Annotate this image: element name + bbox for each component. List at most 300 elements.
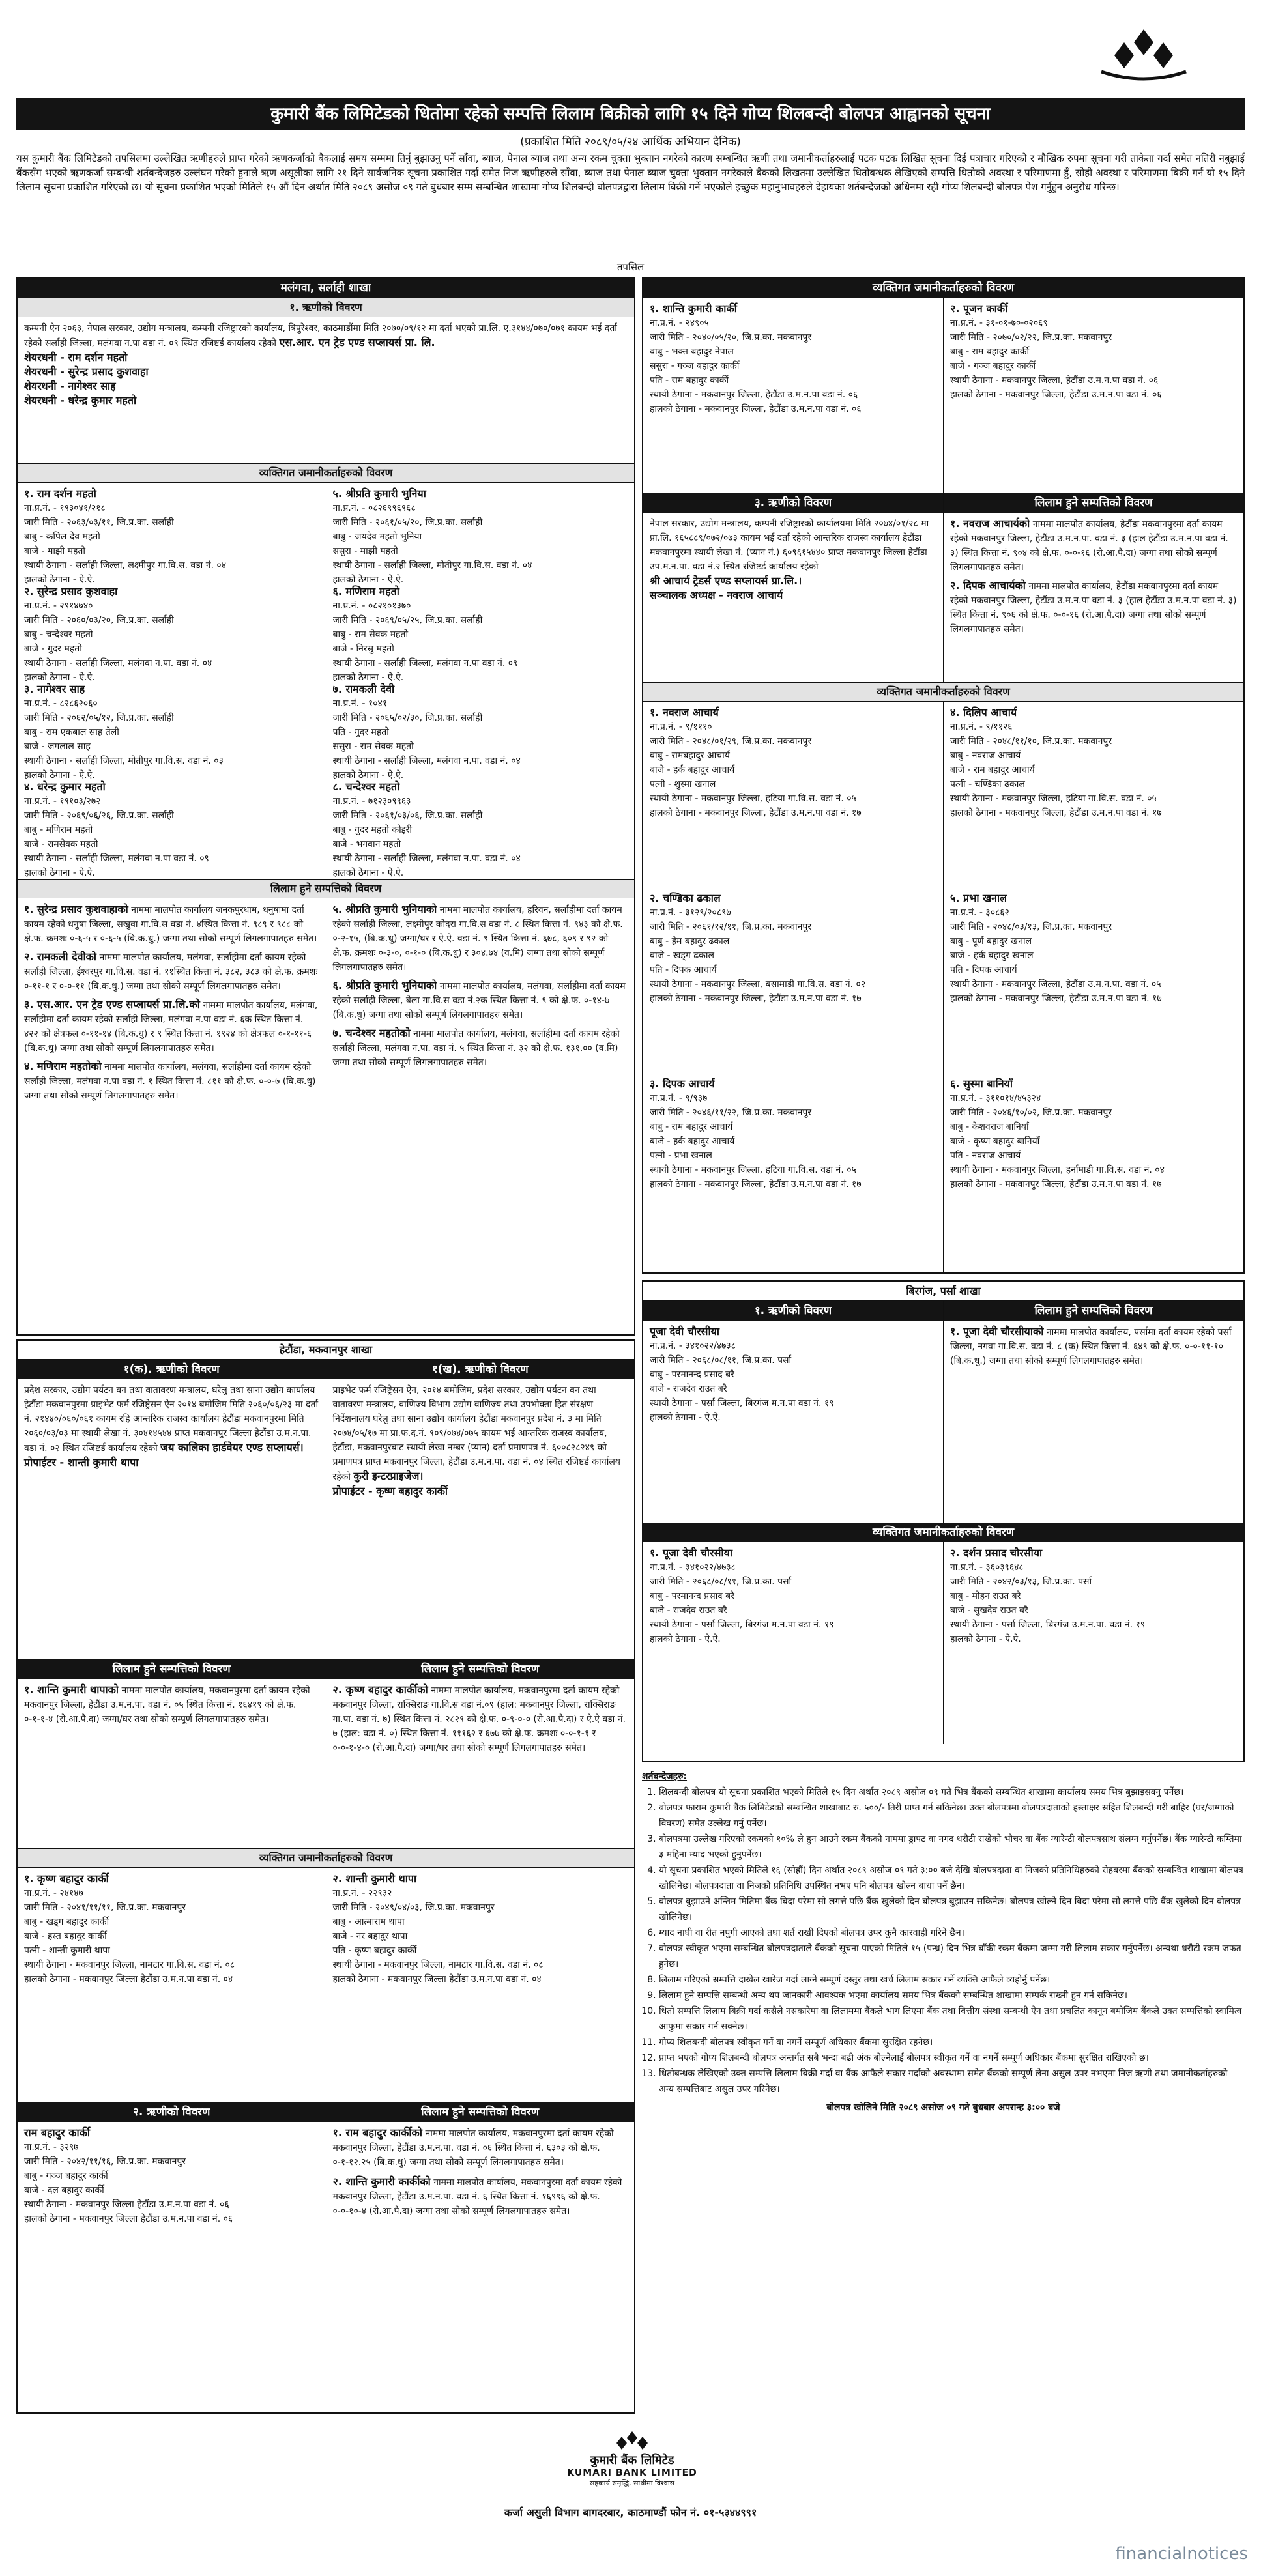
borrower-headers-row: [18, 1360, 634, 1379]
malangwa-branch-section: [16, 277, 635, 1336]
property-owner: ४. मणिराम महतोको: [24, 1060, 102, 1072]
guarantor-detail: स्थायी ठेगाना - मकवानपुर जिल्ला, हेटौंडा उ.म.न.पा. वडा नं. ०५: [950, 979, 1161, 990]
borrower-firm-name: जय कालिका हार्डवेयर एण्ड सप्लायर्स।: [160, 1441, 304, 1453]
property-item: [333, 1026, 628, 1070]
guarantor-detail: स्थायी ठेगाना - सर्लाही जिल्ला, मलंगवा न.पा वडा नं. ०९: [332, 658, 518, 668]
guarantor-block: [24, 780, 319, 878]
term-item: 8. लिलाम गरिएको सम्पत्ति दाखेल खारेज गर्दा लाग्ने सम्पूर्ण दस्तुर तथा खर्च लिलाम सकार गर्ने व्यक्ति आफैले व्यहोर्नु पर्नेछ।: [659, 1972, 1245, 1988]
property-header: लिलाम हुने सम्पत्तिको विवरण: [18, 879, 634, 898]
guarantor-detail: स्थायी ठेगाना - मकवानपुर जिल्ला, हेटौंडा उ.म.न.पा वडा नं. ०६: [950, 375, 1159, 386]
guarantor-detail: जारी मिति - २०६२/०५/१२, जि.प्र.का. सर्लाही: [24, 713, 174, 723]
borrower-detail: स्थायी ठेगाना - पर्सा जिल्ला, बिरगंज म.न.पा वडा नं. १९: [650, 1398, 834, 1409]
guarantor-detail: बाजे - भगवान महतो: [332, 839, 401, 850]
guarantor-detail: बाजे - सुखदेव राउत बरै: [950, 1605, 1028, 1616]
guarantor-detail: जारी मिति - २०४१/११/११, जि.प्र.का. मकवानपुर: [24, 1902, 186, 1913]
guarantor-detail: बाबु - राम बहादुर कार्की: [950, 347, 1030, 357]
term-item: 13. धितोबन्धक लेखिएको उक्त सम्पत्ति लिलाम बिक्री गर्दा वा बैंक आफैले सकार गर्दाको अवस्थामा समेत बैंकको सम्पूर्ण लेना असुल उपर नभएमा निज ऋणी तथा जमानीकर्ताहरुको अन्य सम्पत्तिबाट असुल उपर गरिनेछ।: [659, 2066, 1245, 2097]
guarantor-detail: बाजे - माझी महतो: [24, 546, 86, 556]
borrower-detail: बाबु - गञ्ज बहादुर कार्की: [24, 2171, 108, 2181]
borrower4-headers-row: [643, 1301, 1243, 1321]
bank-tagline: सहकार्य समृद्धि, साथीमा विश्वास: [589, 2479, 675, 2487]
guarantor-detail: बाबु - जयदेव महतो भुनिया: [332, 532, 422, 542]
borrower-detail: बाबु - परमानन्द प्रसाद बरै: [650, 1369, 734, 1380]
guarantor-detail: स्थायी ठेगाना - सर्लाही जिल्ला, मलंगवा न.पा. वडा नं. ०४: [24, 658, 212, 668]
guarantor-detail: बाजे - हर्क बहादुर आचार्य: [650, 765, 735, 775]
property-owner: ३. एस.आर. एन ट्रेड एण्ड सप्लायर्स प्रा.लि.को: [24, 998, 200, 1010]
property-text: नाममा मालपोत कार्यालय, पर्सामा दर्ता कायम रहेको पर्सा जिल्ला, नगवा गा.वि.स. वडा नं. ८ (क) स्थित कित्ता नं. ६४९ को क्षे.फ. ०-०-११-१० (बि.क.धु.) जग्गा तथा सोको सम्पूर्ण लिगलगापातहरु समेत।: [950, 1327, 1232, 1366]
guarantor-detail: हालको ठेगाना - ऐ.ऐ.: [332, 575, 404, 584]
property-text: नाममा मालपोत कार्यालय, मलंगवा, सर्लाहीमा दर्ता कायम रहेको सर्लाही जिल्ला, ईश्वरपुर गा.वि.स. वडा नं. ११स्थित कित्ता नं. ३८२, ३८३ को क्षे.फ. क्रमशः ०-११-१ र ०-०-११ (बि.क.धु.) जग्गा तथा सोको सम्पूर्ण लिगलगापातहरु समेत।: [24, 952, 318, 992]
property-owner: २. रामकली देवीको: [24, 951, 97, 963]
property-right: [943, 513, 1243, 682]
guarantor-block: [643, 1542, 943, 1744]
borrower-name: राम बहादुर कार्की: [24, 2126, 91, 2139]
property-item: [333, 2175, 628, 2218]
borrower-4: [643, 1321, 943, 1523]
guarantor-name: ५. श्रीप्रति कुमारी भुनिया: [332, 487, 426, 500]
guarantor-detail: बाबु - परमानन्द प्रसाद बरै: [650, 1591, 734, 1601]
guarantor-detail: ना.प्र.नं. - ३०८६२: [950, 908, 1009, 918]
guarantor-block: [333, 780, 628, 878]
borrower-firm-name: कुरी इन्टरप्राइजेज।: [353, 1470, 424, 1482]
guarantors-col-b: [943, 702, 1243, 1274]
guarantor-detail: हालको ठेगाना - ऐ.ऐ.: [332, 672, 404, 682]
guarantor-detail: जारी मिति - २०४०/०५/२०, जि.प्र.का. मकवानपुर: [650, 332, 812, 343]
bank-name-english: KUMARI BANK LIMITED: [567, 2468, 697, 2478]
guarantor-detail: हालको ठेगाना - मकवानपुर जिल्ला, हेटौंडा उ.म.न.पा वडा नं. १७: [950, 994, 1162, 1004]
guarantor-grid-bot: [643, 1542, 1243, 1744]
guarantor-name: २. दर्शन प्रसाद चौरसीया: [950, 1547, 1043, 1559]
property-4: [943, 1321, 1243, 1523]
guarantor-detail: हालको ठेगाना - मकवानपुर जिल्ला, हेटौंडा उ.म.न.पा वडा नं. १७: [950, 1179, 1162, 1190]
guarantor-block: [24, 487, 319, 584]
publication-date: (प्रकाशित मिति २०८९/०५/२४ आर्थिक अभियान दैनिक): [520, 136, 741, 149]
guarantor-detail: ना.प्र.नं. - ३१२९/२०८९७: [650, 908, 731, 918]
guarantor-name: ८. चन्देश्वर महतो: [332, 780, 400, 793]
branch-header: बिरगंज, पर्सा शाखा: [643, 1281, 1243, 1301]
guarantor-detail: पत्नी - शुस्मा खनाल: [650, 779, 716, 790]
guarantor-name: ४. धरेन्द्र कुमार महतो: [24, 780, 106, 793]
guarantor-block: [24, 584, 319, 682]
guarantor-name: १. शान्ति कुमारी कार्की: [650, 302, 737, 315]
guarantor-detail: स्थायी ठेगाना - सर्लाही जिल्ला, मलंगवा न.पा. वडा नं. ०४: [332, 756, 521, 766]
guarantor-detail: बाजे - निरसु महतो: [332, 644, 394, 654]
guarantor-detail: स्थायी ठेगाना - पर्सा जिल्ला, बिरगंज उ.म.न.पा. वडा नं. १९: [950, 1620, 1146, 1630]
guarantor-name: ३. दिपक आचार्य: [650, 1078, 715, 1090]
borrower3-headers-row: [643, 493, 1243, 513]
property-owner: १. शान्ति कुमारी थापाको: [24, 1683, 119, 1696]
term-item: 12. प्राप्त भएको गोप्य शिलबन्दी बोलपत्र अन्तर्गत सबै भन्दा बढी अंक बोल्नेलाई बोलपत्र स्वीकृत गर्ने वा नगर्ने सम्पूर्ण अधिकार बैंकमा सुरक्षित राखिएको छ।: [659, 2050, 1245, 2066]
guarantor-detail: बाबु - खड्ग बहादुर कार्की: [24, 1917, 109, 1927]
guarantor-block: [650, 1077, 936, 1263]
borrower-text: प्राइभेट फर्म रजिष्ट्रेसन ऐन, २०१४ बमोजिम, प्रदेश सरकार, उद्योग पर्यटन वन तथा वातावरण मन्त्रालय, वाणिज्य विभाग उद्योग वाणिज्य तथा उपभोक्ता हित संरक्षण निर्देशनालय घरेलु तथा साना उद्योग कार्यालय हेटौंडा मकवानपुर प्रदेश नं. ३ मा मिति २०७४/०५/१७ मा प्रा.फ.द.नं. ९०९/०७४/०७५ कायम भई आन्तरिक राजस्व कार्यालय, हेटौंडा, मकवानपुरबाट स्थायी लेखा नम्बर (प्यान) दर्ता प्रमाणपत्र नं. ६००८२८२४९ को प्रमाणपत्र प्राप्त मकवानपुर जिल्ला, हेटौंडा उ.म.न.पा. वडा नं. ०४ स्थित रजिष्टर्ड कार्यालय रहेको: [332, 1385, 620, 1482]
property-text: नाममा मालपोत कार्यालय, मकवानपुरमा दर्ता कायम रहेको मकवानपुर जिल्ला, हेटौंडा उ.म.न.पा. वडा नं. ०६ स्थित कित्ता नं. ६३०३ को क्षे.फ. ०-१-१२.२५ (बि.क.धु) जग्गा तथा सोको सम्पूर्ण लिगलगापातहरु समेत।: [332, 2128, 614, 2168]
property-owner: १. राम बहादुर कार्कीको: [332, 2126, 422, 2139]
bank-name-nepali: कुमारी बैंक लिमिटेड: [590, 2454, 674, 2467]
term-item: 4. यो सूचना प्रकाशित भएको मितिले १६ (सोह्रौं) दिन अर्थात २०८९ असोज ०९ गते ३:०० बजे देखि बोलपत्रदाता वा निजको प्रतिनिधिहरुको रोहबरमा बैंकको सम्बन्धित शाखामा बोलपत्र खोलिनेछ। बोलपत्रदाता वा निजको प्रतिनिधि उपस्थित नभए पनि बोलपत्र खोल्न बाधा पर्ने छैन।: [659, 1863, 1245, 1894]
borrower2-headers-row: [18, 2102, 634, 2122]
borrower3-grid: [643, 513, 1243, 682]
borrower-1b-header: १(ख). ऋणीको विवरण: [326, 1360, 635, 1379]
guarantor-detail: हालको ठेगाना - मकवानपुर जिल्ला, हेटौंडा उ.म.न.पा वडा नं. १७: [650, 1179, 862, 1190]
guarantor-block: [333, 584, 628, 682]
property-item: [24, 902, 319, 946]
guarantor-detail: जारी मिति - २०७०/०२/२२, जि.प्र.का. मकवानपुर: [950, 332, 1112, 343]
guarantor-detail: स्थायी ठेगाना - सर्लाही जिल्ला, लक्ष्मीपुर गा.वि.स. वडा नं. ०४: [24, 560, 226, 571]
guarantor-detail: हालको ठेगाना - ऐ.ऐ.: [24, 868, 95, 878]
bank-logo: [554, 2430, 710, 2495]
term-item: 10. धितो सम्पत्ति लिलाम बिक्री गर्दा कसैले नसकारेमा वा लिलाममा बैंकले भाग लिएमा बैंक तथा वित्तीय संस्था सम्बन्धी ऐन तथा प्रचलित कानून बमोजिम बैंकले उक्त सम्पत्तिको स्वामित्व आफुमा सकार गर्न सक्नेछ।: [659, 2003, 1245, 2035]
guarantor-detail: बाजे - राम बहादुर आचार्य: [950, 765, 1035, 775]
guarantor-detail: हालको ठेगाना - मकवानपुर जिल्ला, हेटौंडा उ.म.न.पा वडा नं. १७: [650, 808, 862, 818]
kumari-diamond-icon: [613, 2430, 652, 2450]
guarantor-detail: हालको ठेगाना - ऐ.ऐ.: [24, 770, 95, 780]
guarantor-detail: बाजे - नर बहादुर थापा: [332, 1931, 408, 1941]
terms-title: शर्तबन्देजहरु:: [642, 1771, 688, 1782]
guarantor-grid-mid: [643, 702, 1243, 1274]
guarantor-detail: जारी मिति - २०६३/०३/११, जि.प्र.का. सर्लाही: [24, 517, 174, 528]
guarantor-name: ७. रामकली देवी: [332, 683, 395, 695]
guarantor-detail: बाजे - जगलाल साह: [24, 741, 91, 752]
guarantor-detail: पति - कृष्ण बहादुर कार्की: [332, 1945, 417, 1956]
guarantor-detail: स्थायी ठेगाना - सर्लाही जिल्ला, मलंगवा न.पा. वडा नं. ०४: [332, 853, 521, 864]
borrower-2: [18, 2122, 326, 2396]
property-text: नाममा मालपोत कार्यालय, हेटौंडा मकवानपुरमा दर्ता कायम रहेको मकवानपुर जिल्ला, हेटौंडा उ.म.न.पा वडा नं. ३ (हाल हेटौंडा उ.म.न.पा वडा नं. ३) स्थित कित्ता नं. ९०६ को क्षे.फ. ०-०-१६ (रो.आ.पै.दा) जग्गा तथा सोको सम्पूर्ण लिगलगापातहरु समेत।: [950, 581, 1237, 635]
guarantor-header: व्यक्तिगत जमानीकर्ताहरुको विवरण: [643, 278, 1243, 298]
intro-paragraph: यस कुमारी बैंक लिमिटेडको तपसिलमा उल्लेखित ऋणीहरुले प्राप्त गरेको ऋणकर्जाको बैकलाई समय सम्ममा तिर्नु बुझाउनु पर्ने साँवा, ब्याज, पेनाल ब्याज तथा अन्य रकम चुक्ता भुक्तान नगरेको कारण सम्बन्धित ऋणी तथा जमानीकर्ताहरुलाई पटक पटक लिखित सूचना दिई पत्राचार गरिएको र मौखिक रुपमा सूचना गरी ताकेता गर्दा समेत नतिरी नबुझाई बैंकसँग भएको ऋणकर्जा सम्बन्धी शर्तबन्देजहरु उल्लंघन गरेको हुनाले ऋण असूलीका लागि २१ दिने सार्वजनिक सूचना प्रकाशित गर्दा समेत निज ऋणीहरुले साँवा, ब्याज तथा पेनाल ब्याज चुक्ता भुक्तान नगरेकाले बैकको लिखतमा उल्लेखित धितोबन्धक लेखिएको सम्पत्ति धितोको अवस्था र परिमाणमा हुँ, सोही अवस्था र परिमाणमा बिक्री गर्न यो १५ दिने लिलाम सूचना प्रकाशित गरिएको छ। यो सूचना प्रकाशित भएको मितिले १५ औं दिन अर्थात मिति २०८९ असोज ०९ गते बुधबार सम्म सम्बन्धित शाखामा गोप्य शिलबन्दी बोलपत्रद्वारा लिलाम बिक्री गर्ने भएकोले इच्छुक महानुभावहरुले देहायका शर्तबन्देजको अधिनमा रही गोप्य शिलबन्दी बोलपत्र पेश गर्नुहुन अनुरोध गरिन्छ।: [16, 152, 1245, 193]
guarantor-name: ४. दिलिप आचार्य: [950, 706, 1017, 719]
property-owner: २. कृष्ण बहादुर कार्कीको: [332, 1683, 428, 1696]
company-name: एस.आर. एन ट्रेड एण्ड सप्लायर्स प्रा. लि.: [279, 336, 435, 349]
guarantor-detail: ना.प्र.नं. - २९१४७४०: [24, 601, 93, 611]
guarantor-grid-2: [18, 1868, 634, 2102]
property-text: नाममा मालपोत कार्यालय, हरिवन, सर्लाहीमा दर्ता कायम रहेको सर्लाही जिल्ला, लक्ष्मीपुर कोदरा गा.वि.स वडा नं. ८ स्थित कित्ता नं. ९४३ को क्षे.फ. ०-२-१५, (बि.क.धु) जग्गा/घर र ऐ.ऐ. वडा नं. ९ स्थित कित्ता नं. ६७८, ६०९ र ९२ को क्षे.फ. क्रमशः ०-३-०, ०-१-० (बि.क.धु) र ३०४.७४ (व.मि) जग्गा तथा सोको सम्पूर्ण लिगलगापातहरु समेत।: [332, 905, 623, 973]
guarantor-detail: हालको ठेगाना - ऐ.ऐ.: [950, 1634, 1021, 1644]
shareholder-2: शेयरधनी - सुरेन्द्र प्रसाद कुशवाहा: [24, 365, 149, 378]
property-item: [24, 997, 319, 1055]
guarantor-detail: ना.प्र.नं. - २४९०५: [650, 318, 709, 328]
guarantor-detail: हालको ठेगाना - मकवानपुर जिल्ला, हेटौंडा उ.म.न.पा वडा नं. १७: [650, 994, 862, 1004]
guarantor-detail: स्थायी ठेगाना - मकवानपुर जिल्ला, नामटार गा.वि.स. वडा नं. ०८: [332, 1960, 544, 1970]
borrower-detail: जारी मिति - २०६८/०८/११, जि.प्र.का. पर्सा: [650, 1355, 792, 1366]
guarantor-detail: जारी मिति - २०४८/०१/२९, जि.प्र.का. मकवानपुर: [650, 736, 812, 747]
borrower-2-header: २. ऋणीको विवरण: [18, 2102, 326, 2122]
guarantor-detail: जारी मिति - २०४६/१०/०२, जि.प्र.का. मकवानपुर: [950, 1108, 1112, 1118]
borrower-detail: स्थायी ठेगाना - मकवानपुर जिल्ला हेटौंडा उ.म.न.पा वडा नं. ०६: [24, 2199, 229, 2210]
guarantor-detail: पत्नी - शान्ती कुमारी थापा: [24, 1945, 110, 1956]
guarantor-detail: ना.प्र.नं. - ०८२६९९६९६८: [332, 503, 416, 513]
property-item: [326, 1679, 635, 1848]
borrower-name: पूजा देवी चौरसीया: [650, 1325, 720, 1338]
guarantor-detail: बाबु - आत्माराम थापा: [332, 1917, 405, 1927]
guarantor-detail: बाबु - हेम बहादुर ढकाल: [650, 936, 730, 947]
guarantor-detail: बाबु - राम बहादुर आचार्य: [650, 1122, 733, 1132]
guarantor-header: व्यक्तिगत जमानीकर्ताहरुको विवरण: [643, 682, 1243, 702]
borrower-company-name: श्री आचार्य ट्रेडर्स एण्ड सप्लायर्स प्रा.लि.।: [650, 575, 802, 587]
property-item: [333, 902, 628, 975]
guarantor-detail: बाबु - गुदर महतो कोइरी: [332, 825, 413, 835]
shareholder-1: शेयरधनी - राम दर्शन महतो: [24, 351, 128, 364]
guarantor-detail: बाजे - रामसेवक महतो: [24, 839, 98, 850]
bid-opening-deadline: बोलपत्र खोलिने मिति २०८९ असोज ०९ गते बुधबार अपरान्ह ३:०० बजे: [826, 2102, 1060, 2113]
property-owner: १. पूजा देवी चौरसीयाको: [950, 1325, 1044, 1338]
branch-header: हेटौंडा, मकवानपुर शाखा: [18, 1340, 634, 1360]
borrower-detail: हालको ठेगाना - ऐ.ऐ.: [650, 1412, 721, 1423]
guarantor-block: [333, 487, 628, 584]
guarantor-detail: हालको ठेगाना - मकवानपुर जिल्ला, हेटौंडा उ.म.न.पा वडा नं. ०६: [950, 390, 1162, 400]
guarantor-name: १. पूजा देवी चौरसीया: [650, 1547, 732, 1559]
guarantor-detail: बाबु - मणिराम महतो: [24, 825, 93, 835]
borrower4-grid: [643, 1321, 1243, 1523]
borrower-1a: [18, 1379, 326, 1659]
guarantor-detail: बाबु - राम एकबाल साह तेली: [24, 727, 119, 737]
guarantor-detail: बाजे - हर्क बहादुर खनाल: [950, 951, 1034, 961]
guarantor-detail: ना.प्र.नं. - ३६०३९६४८: [950, 1562, 1024, 1573]
guarantor-detail: पति - नवराज आचार्य: [950, 1151, 1021, 1161]
guarantor-detail: स्थायी ठेगाना - मकवानपुर जिल्ला, नामटार गा.वि.स. वडा नं. ०८: [24, 1960, 235, 1970]
guarantor-detail: जारी मिति - २०६०/०३/२०, जि.प्र.का. सर्लाही: [24, 615, 174, 625]
property-item: [18, 1679, 326, 1848]
notice-title: कुमारी बैंक लिमिटेडको धितोमा रहेको सम्पत्ति लिलाम बिक्रीको लागि १५ दिने गोप्य शिलबन्दी बोलपत्र आह्वानको सूचना: [16, 98, 1245, 130]
guarantor-header: व्यक्तिगत जमानीकर्ताहरुको विवरण: [18, 463, 634, 483]
guarantors-col-a: [643, 702, 943, 1274]
property-owner: ७. चन्देश्वर महतोको: [332, 1027, 411, 1039]
borrower-chairman: सञ्चालक अध्यक्ष - नवराज आचार्य: [650, 589, 783, 601]
guarantor-name: २. शान्ती कुमारी थापा: [332, 1872, 417, 1885]
property-header: लिलाम हुने सम्पत्तिको विवरण: [18, 1659, 326, 1679]
guarantor-block: [650, 891, 936, 1077]
guarantor-detail: बाबु - चन्देश्वर महतो: [24, 629, 93, 640]
property-4-header: लिलाम हुने सम्पत्तिको विवरण: [943, 1301, 1243, 1321]
term-item: 1. शिलबन्दी बोलपत्र यो सूचना प्रकाशित भएको मितिले १५ दिन अर्थात २०८९ असोज ०९ गते भित्र बैंकको सम्बन्धित शाखामा कार्यालय समय भित्र बुझाइसक्नु पर्नेछ।: [659, 1784, 1245, 1800]
guarantor-detail: पति - दिपक आचार्य: [950, 965, 1017, 975]
guarantor-name: ६. मणिराम महतो: [332, 585, 399, 597]
guarantor-name: २. पूजन कार्की: [950, 302, 1008, 315]
company-description: [18, 317, 634, 463]
guarantor-detail: स्थायी ठेगाना - मकवानपुर जिल्ला, हटिया गा.वि.स. वडा नं. ०५: [650, 1165, 856, 1175]
guarantor-detail: हालको ठेगाना - ऐ.ऐ.: [24, 672, 95, 682]
property-text: नाममा मालपोत कार्यालय, मलंगवा, सर्लाहीमा दर्ता कायम रहेको सर्लाही जिल्ला, बेला गा.वि.स वडा नं.२क स्थित कित्ता नं. ९ को क्षे.फ. ०-१४-७ (बि.क.धु) जग्गा तथा सोको सम्पूर्ण लिगलगापातहरु समेत।: [332, 981, 626, 1020]
guarantor-detail: ना.प्र.नं. - ९/११२६: [950, 722, 1013, 732]
property-text: नाममा मालपोत कार्यालय, मलंगवा, सर्लाहीमा दर्ता कायम रहेको सर्लाही जिल्ला, मलंगवा न.पा. वडा नं. ५ स्थित कित्ता नं. ३२ को क्षे.फ. १३१.०० (व.मि) जग्गा तथा सोको सम्पूर्ण लिगलगापातहरु समेत।: [332, 1029, 620, 1068]
borrower-1a-header: १(क). ऋणीको विवरण: [18, 1360, 326, 1379]
term-item: 9. लिलाम हुने सम्पत्ति सम्बन्धी अन्य थप जानकारी आवश्यक भएमा कार्यालय समय भित्र बैंकको सम्बन्धित शाखामा सम्पर्क राख्नी हुन गर्न सकिनेछ।: [659, 1988, 1245, 2003]
guarantor-detail: स्थायी ठेगाना - मकवानपुर जिल्ला, हर्नामाडी गा.वि.स. वडा नं. ०४: [950, 1165, 1165, 1175]
guarantor-name: २. चण्डिका ढकाल: [650, 892, 721, 904]
borrower-proprietor: प्रोपाईटर - कृष्ण बहादुर कार्की: [332, 1485, 448, 1497]
guarantor-name: १. राम दर्शन महतो: [24, 487, 96, 500]
property-owner: १. नवराज आचार्यको: [950, 517, 1030, 530]
property-text: नाममा मालपोत कार्यालय, मलंगवा, सर्लाहीमा दर्ता कायम रहेको सर्लाही जिल्ला, मलंगवा न.पा वडा नं. १ स्थित कित्ता नं. ८११ को क्षे.फ. ०-०-७ (बि.क.धु) जग्गा तथा सोको सम्पूर्ण लिगलगापातहरु समेत।: [24, 1062, 316, 1101]
property-item: [950, 579, 1237, 637]
guarantor-grid-top: [643, 298, 1243, 493]
guarantor-detail: हालको ठेगाना - ऐ.ऐ.: [332, 868, 404, 878]
property-text: नाममा मालपोत कार्यालय, मकवानपुरमा दर्ता कायम रहेको मकवानपुर जिल्ला, राक्सिराङ गा.वि.स वडा नं.०९ (हाल: मकवानपुर जिल्ला, राक्सिराङ गा.पा. वडा नं. ७) स्थित कित्ता नं. २८२९ को क्षे.फ. ०-९-०-० (रो.आ.पै.दा) र ऐ.ऐ वडा नं. ७ (हाल: वडा नं. ०) स्थित कित्ता नं. १११६२ र ६७७ को क्षे.फ. क्रमशः ०-०-१-१ र ०-०-१-४-० (रो.आ.पै.दा) जग्गा/घर तथा सोको सम्पूर्ण लिगलगापातहरु समेत।: [332, 1685, 626, 1753]
guarantor-detail: ना.प्र.नं. - ८२८६२०६०: [24, 698, 98, 709]
property-item: [950, 517, 1237, 575]
guarantor-detail: बाजे - राजदेव राउत बरै: [650, 1605, 727, 1616]
guarantor-block: [650, 706, 936, 891]
property-item: [333, 2126, 628, 2169]
guarantor-name: २. सुरेन्द्र प्रसाद कुशवाहा: [24, 585, 118, 597]
term-item: 11. गोप्य शिलबन्दी बोलपत्र स्वीकृत गर्ने वा नगर्ने सम्पूर्ण अधिकार बैंकमा सुरक्षित रहनेछ।: [659, 2035, 1245, 2050]
shareholder-3: शेयरधनी - नागेश्वर साह: [24, 380, 116, 392]
guarantor-detail: ना.प्र.नं. - १०४१: [332, 698, 388, 709]
guarantor-detail: स्थायी ठेगाना - सर्लाही जिल्ला, मोतीपुर गा.वि.स. वडा नं. ०४: [332, 560, 532, 571]
tapasil-label: तपसिल: [616, 261, 645, 273]
guarantor-detail: ससुरा - राम सेवक महतो: [332, 741, 414, 752]
property-3-header: लिलाम हुने सम्पत्तिको विवरण: [326, 2102, 635, 2122]
watermark: financialnotices: [1115, 2544, 1248, 2564]
guarantor-detail: बाबु - मोहन राउत बरै: [950, 1591, 1021, 1601]
borrower-detail: ना.प्र.नं. - ३४१०२२/४७३८: [650, 1341, 736, 1351]
borrower-detail: जारी मिति - २०४२/११/१६, जि.प्र.का. मकवानपुर: [24, 2156, 186, 2167]
birgunj-branch-section: [642, 1280, 1245, 1762]
guarantor-detail: जारी मिति - २०६५/०२/३०, जि.प्र.का. सर्लाही: [332, 713, 483, 723]
guarantor-detail: जारी मिति - २०४८/०३/१३, जि.प्र.का. मकवानपुर: [950, 922, 1112, 932]
guarantor-detail: जारी मिति - २०६९/०६/२६, जि.प्र.का. सर्लाही: [24, 810, 174, 821]
guarantor-header: व्यक्तिगत जमानीकर्ताहरुको विवरण: [18, 1848, 634, 1868]
guarantor-detail: ना.प्र.नं. - १९१०३/२७२: [24, 796, 101, 807]
guarantor-detail: जारी मिति - २०४९/०४/०३, जि.प्र.का. मकवानपुर: [332, 1902, 495, 1913]
guarantor-detail: जारी मिति - २०४८/११/१०, जि.प्र.का. मकवानपुर: [950, 736, 1112, 747]
term-item: 6. म्याद नाघी वा रीत नपुगी आएको तथा शर्त राखी दिएको बोलपत्र उपर कुनै कारवाही गरिने छैन।: [659, 1925, 1245, 1941]
guarantor-detail: हालको ठेगाना - मकवानपुर जिल्ला, हेटौंडा उ.म.न.पा वडा नं. ०६: [650, 404, 862, 414]
hetauda-branch-section: [16, 1339, 635, 2414]
property-owner: ५. श्रीप्रति कुमारी भुनियाको: [332, 903, 437, 915]
property-item: [24, 950, 319, 994]
property-item: [333, 979, 628, 1022]
guarantor-block: [950, 891, 1237, 1077]
guarantor-detail: पति - राम बहादुर कार्की: [650, 375, 729, 386]
guarantor-name: ६. सुस्मा बानियाँ: [950, 1078, 1013, 1090]
guarantor-detail: बाजे - हर्क बहादुर आचार्य: [650, 1136, 735, 1147]
guarantor-detail: स्थायी ठेगाना - मकवानपुर जिल्ला, हटिया गा.वि.स. वडा नं. ०५: [650, 794, 856, 804]
guarantor-detail: हालको ठेगाना - मकवानपुर जिल्ला, हेटौंडा उ.म.न.पा वडा नं. १७: [950, 808, 1162, 818]
guarantor-detail: जारी मिति - २०६१/०३/०६, जि.प्र.का. सर्लाही: [332, 810, 483, 821]
property-item: [24, 1059, 319, 1103]
branch-header: मलंगवा, सर्लाही शाखा: [18, 278, 634, 298]
terms-section: [642, 1769, 1245, 2248]
guarantor-detail: जारी मिति - २०६९/०५/२५, जि.प्र.का. सर्लाही: [332, 615, 483, 625]
guarantor-detail: बाबु - नवराज आचार्य: [950, 751, 1021, 761]
guarantor-detail: हालको ठेगाना - ऐ.ऐ.: [332, 770, 404, 780]
property-3: [326, 2122, 635, 2396]
guarantor-detail: स्थायी ठेगाना - मकवानपुर जिल्ला, हेटौंडा उ.म.न.पा वडा नं. ०६: [650, 390, 858, 400]
borrower-4-header: १. ऋणीको विवरण: [643, 1301, 943, 1321]
guarantor-detail: बाजे - हस्त बहादुर कार्की: [24, 1931, 107, 1941]
guarantor-detail: ना.प्र.नं. - ७१२३०९९६३: [332, 796, 411, 807]
property-grid: [18, 898, 634, 1325]
property-header: लिलाम हुने सम्पत्तिको विवरण: [326, 1659, 635, 1679]
guarantor-detail: पत्नी - चण्डिका ढकाल: [950, 779, 1025, 790]
guarantor-block: [333, 682, 628, 780]
borrower-1b: [326, 1379, 635, 1659]
property-text: नाममा मालपोत कार्यालय, मकवानपुरमा दर्ता कायम रहेको मकवानपुर जिल्ला, हेटौंडा उ.म.न.पा. वडा नं. ०५ स्थित कित्ता नं. १६४१९ को क्षे.फ. ०-१-१-४ (रो.आ.पै.दा) जग्गा/घर तथा सोको सम्पूर्ण लिगलगापातहरु समेत।: [24, 1685, 310, 1724]
property-text: नाममा मालपोत कार्यालय, मकवानपुरमा दर्ता कायम रहेको मकवानपुर जिल्ला, हेटौंडा उ.म.न.पा. वडा नं. ६ स्थित कित्ता नं. १६९९६ को क्षे.फ. ०-०-१०-४ (रो.आ.पै.दा) जग्गा तथा सोको सम्पूर्ण लिगलगापातहरु समेत।: [332, 2177, 622, 2216]
term-item: 7. बोलपत्र स्वीकृत भएमा सम्बन्धित बोलपत्रदाताले बैंकको सूचना पाएको मितिले १५ (पन्ध्र) दिन भित्र बाँकी रकम बैंकमा जम्मा गरी लिलाम सकार गर्नुपर्नेछ। अन्यथा धरौटी रकम जफत हुनेछ।: [659, 1941, 1245, 1972]
guarantor-detail: हालको ठेगाना - मकवानपुर जिल्ला हेटौंडा उ.म.न.पा वडा नं. ०४: [332, 1974, 542, 1984]
guarantor-block: [18, 1868, 326, 2102]
guarantor-detail: हालको ठेगाना - मकवानपुर जिल्ला हेटौंडा उ.म.न.पा वडा नं. ०४: [24, 1974, 233, 1984]
borrower-text: नेपाल सरकार, उद्योग मन्त्रालय, कम्पनी रजिष्ट्रारको कार्यालयमा मिति २०७४/०१/२८ मा प्रा.लि. १६५८८९/०७२/०७३ कायम भई दर्ता रहेको आन्तरिक राजस्व कार्यालय हेटौंडा मकवानपुरमा स्थायी लेखा नं. (प्यान नं.) ६०९६१५४४० प्राप्त मकवानपुर जिल्ला हेटौंडा उप.म.न.पा. वडा नं.२ स्थित रजिष्टर्ड कार्यालय रहेको: [650, 519, 929, 572]
kumari-diamond-logo-icon: [1098, 26, 1189, 85]
borrower-detail: हालको ठेगाना - मकवानपुर जिल्ला हेटौंडा उ.म.न.पा वडा नं. ०६: [24, 2214, 233, 2224]
guarantor-detail: ना.प्र.नं. - १९३०४१/२१८: [24, 503, 106, 513]
property-owner: २. दिपक आचार्यको: [950, 579, 1026, 592]
borrower-header: १. ऋणीको विवरण: [18, 298, 634, 317]
guarantor-header: व्यक्तिगत जमानीकर्ताहरुको विवरण: [643, 1523, 1243, 1542]
guarantor-detail: जारी मिति - २०४२/०३/१३, जि.प्र.का. पर्सा: [950, 1577, 1092, 1587]
guarantor-name: ३. नागेश्वर साह: [24, 683, 85, 695]
guarantor-grid: [18, 483, 634, 879]
guarantor-detail: ना.प्र.नं. - ०८२१०१३७०: [332, 601, 411, 611]
borrower-3-header: ३. ऋणीको विवरण: [643, 493, 943, 513]
borrower-proprietor: प्रोपाईटर - शान्ती कुमारी थापा: [24, 1456, 139, 1468]
guarantor-block: [643, 298, 943, 493]
footer-address: कर्जा असुली विभाग बागदरबार, काठमाण्डौं फोन नं. ०१-५३४४९९१: [504, 2506, 757, 2519]
property-col-b: [326, 898, 635, 1325]
guarantor-detail: बाबु - पूर्ण बहादुर खनाल: [950, 936, 1032, 947]
company-text: कम्पनी ऐन २०६३, नेपाल सरकार, उद्योग मन्त्रालय, कम्पनी रजिष्ट्रारको कार्यालय, त्रिपुरेश्वर, काठमाडौंमा मिति २०७०/०९/१२ मा दर्ता भएको प्रा.लि. ए.३१४४/०७०/०७१ कायम भई दर्ता रहेको सर्लाही जिल्ला, मलंगवा न.पा वडा नं. ०९ स्थित रजिष्टर्ड कार्यालय रहेको: [24, 323, 617, 349]
guarantor-detail: ससुरा - गञ्ज बहादुर कार्की: [650, 361, 740, 371]
guarantor-detail: ससुरा - माझी महतो: [332, 546, 398, 556]
guarantor-detail: बाबु - राम सेवक महतो: [332, 629, 409, 640]
guarantor-detail: हालको ठेगाना - ऐ.ऐ.: [24, 575, 95, 584]
property-owner: ६. श्रीप्रति कुमारी भुनियाको: [332, 979, 437, 992]
guarantor-detail: स्थायी ठेगाना - मकवानपुर जिल्ला, हटिया गा.वि.स. वडा नं. ०५: [950, 794, 1157, 804]
borrower-detail: बाजे - राजदेव राउत बरै: [650, 1384, 727, 1394]
guarantor-detail: स्थायी ठेगाना - सर्लाही जिल्ला, मोतीपुर गा.वि.स. वडा नं. ०३: [24, 756, 224, 766]
guarantor-detail: बाबु - केशवराज बानियाँ: [950, 1122, 1029, 1132]
guarantor-detail: पति - गुदर महतो: [332, 727, 389, 737]
term-item: 5. बोलपत्र बुझाउने अन्तिम मितिमा बैंक बिदा परेमा सो लगत्ते पछि बैंक खुलेको दिन बोलपत्र बुझाउन सकिनेछ। बोलपत्र खोल्ने दिन बिदा परेमा सो लगत्ते पछि बैंक खुलेको दिन बोलपत्र खोलिनेछ।: [659, 1894, 1245, 1925]
guarantor-detail: बाजे - गुदर महतो: [24, 644, 82, 654]
guarantor-detail: ना.प्र.नं. - ९/१११०: [650, 722, 712, 732]
guarantor-block: [950, 1077, 1237, 1263]
term-item: 3. बोलपत्रमा उल्लेख गरिएको रकमको १०% ले हुन आउने रकम बैंकको नाममा ड्राफ्ट वा नगद धरौटी राखेको भौचर वा बैंक ग्यारेन्टी बोलपत्रसाथ संलग्न गर्नुपर्नेछ। बैंक ग्यारेन्टी कम्तिमा ३ महिना म्याद भएको हुनुपर्नेछ।: [659, 1831, 1245, 1863]
guarantors-col-b: [326, 483, 635, 879]
property-owner: १. सुरेन्द्र प्रसाद कुशवाहाको: [24, 903, 128, 915]
guarantor-detail: बाजे - कृष्ण बहादुर बानियाँ: [950, 1136, 1040, 1147]
guarantor-detail: बाबु - कपिल देव महतो: [24, 532, 100, 542]
property-col-a: [18, 898, 326, 1325]
borrower-3: [643, 513, 943, 682]
guarantor-detail: जारी मिति - २०४६/११/२२, जि.प्र.का. मकवानपुर: [650, 1108, 812, 1118]
term-item: 2. बोलपत्र फाराम कुमारी बैंक लिमिटेडको सम्बन्धित शाखाबाट रु. ५००/- तिरी प्राप्त गर्न सकिनेछ। उक्त बोलपत्रमा बोलपत्रदाताको हस्ताक्षर सहित शिलबन्दी गरी बाहिर (घर/जग्गाको विवरण) समेत उल्लेख गर्नु पर्नेछ।: [659, 1800, 1245, 1831]
guarantor-block: [24, 682, 319, 780]
guarantor-detail: बाबु - रामबहादुर आचार्य: [650, 751, 730, 761]
guarantor-detail: जारी मिति - २०६१/०५/२०, जि.प्र.का. सर्लाही: [332, 517, 483, 528]
property-headers-row: [18, 1659, 634, 1679]
guarantor-block: [943, 1542, 1243, 1744]
guarantor-detail: जारी मिति - २०६१/१२/११, जि.प्र.का. मकवानपुर: [650, 922, 812, 932]
guarantor-detail: पत्नी - प्रभा खनाल: [650, 1151, 712, 1161]
guarantor-detail: ना.प्र.नं. - ३११०१४/४५३२४: [950, 1093, 1041, 1104]
guarantor-detail: ना.प्र.नं. - २२९३२: [332, 1888, 392, 1898]
guarantor-detail: बाबु - भक्त बहादुर नेपाल: [650, 347, 734, 357]
guarantor-detail: जारी मिति - २०६८/०८/११, जि.प्र.का. पर्सा: [650, 1577, 792, 1587]
borrower-detail: ना.प्र.नं. - ३२९७: [24, 2142, 79, 2153]
borrower-detail: बाजे - दल बहादुर कार्की: [24, 2185, 104, 2196]
guarantor-name: १. कृष्ण बहादुर कार्की: [24, 1872, 109, 1885]
guarantor-detail: बाजे - खड्ग ढकाल: [650, 951, 714, 961]
borrower-text: प्रदेश सरकार, उद्योग पर्यटन वन तथा वातावरण मन्त्रालय, घरेलु तथा साना उद्योग कार्यालय हेटौंडा मकवानपुरमा प्राइभेट फर्म रजिष्ट्रेसन ऐन २०१४ बमोजिम मिति २०६०/०६/२३ मा दर्ता नं. २१४४०/०६०/०६१ कायम रहि आन्तरिक राजस्व कार्यालय हेटौंडा मकवानपुरमा मिति २०६०/०३/०३ मा स्थायी लेखा नं. ३०४१४५४४ प्राप्त मकवानपुर जिल्ला हेटौंडा उ.म.न.पा. वडा नं. ०२ स्थित रजिष्टर्ड कार्यालय रहेको: [24, 1385, 319, 1453]
guarantors-col-a: [18, 483, 326, 879]
guarantor-detail: ना.प्र.नं. - २४१४७: [24, 1888, 83, 1898]
guarantor-detail: ना.प्र.नं. - ३१-०१-७०-०२०६९: [950, 318, 1048, 328]
property-text: नाममा मालपोत कार्यालय, मलंगवा, सर्लाहीमा दर्ता कायम रहेको सर्लाही जिल्ला, मलंगवा न.पा वडा नं. ६क स्थित कित्ता नं. ४२२ को क्षेत्रफल ०-११-१४ (बि.क.धु) र ९ स्थित कित्ता नं. १९२४ को क्षेत्रफल ०-१-११-६ (बि.क.धु) जग्गा तथा सोको सम्पूर्ण लिगलगापातहरु समेत।: [24, 1000, 318, 1053]
